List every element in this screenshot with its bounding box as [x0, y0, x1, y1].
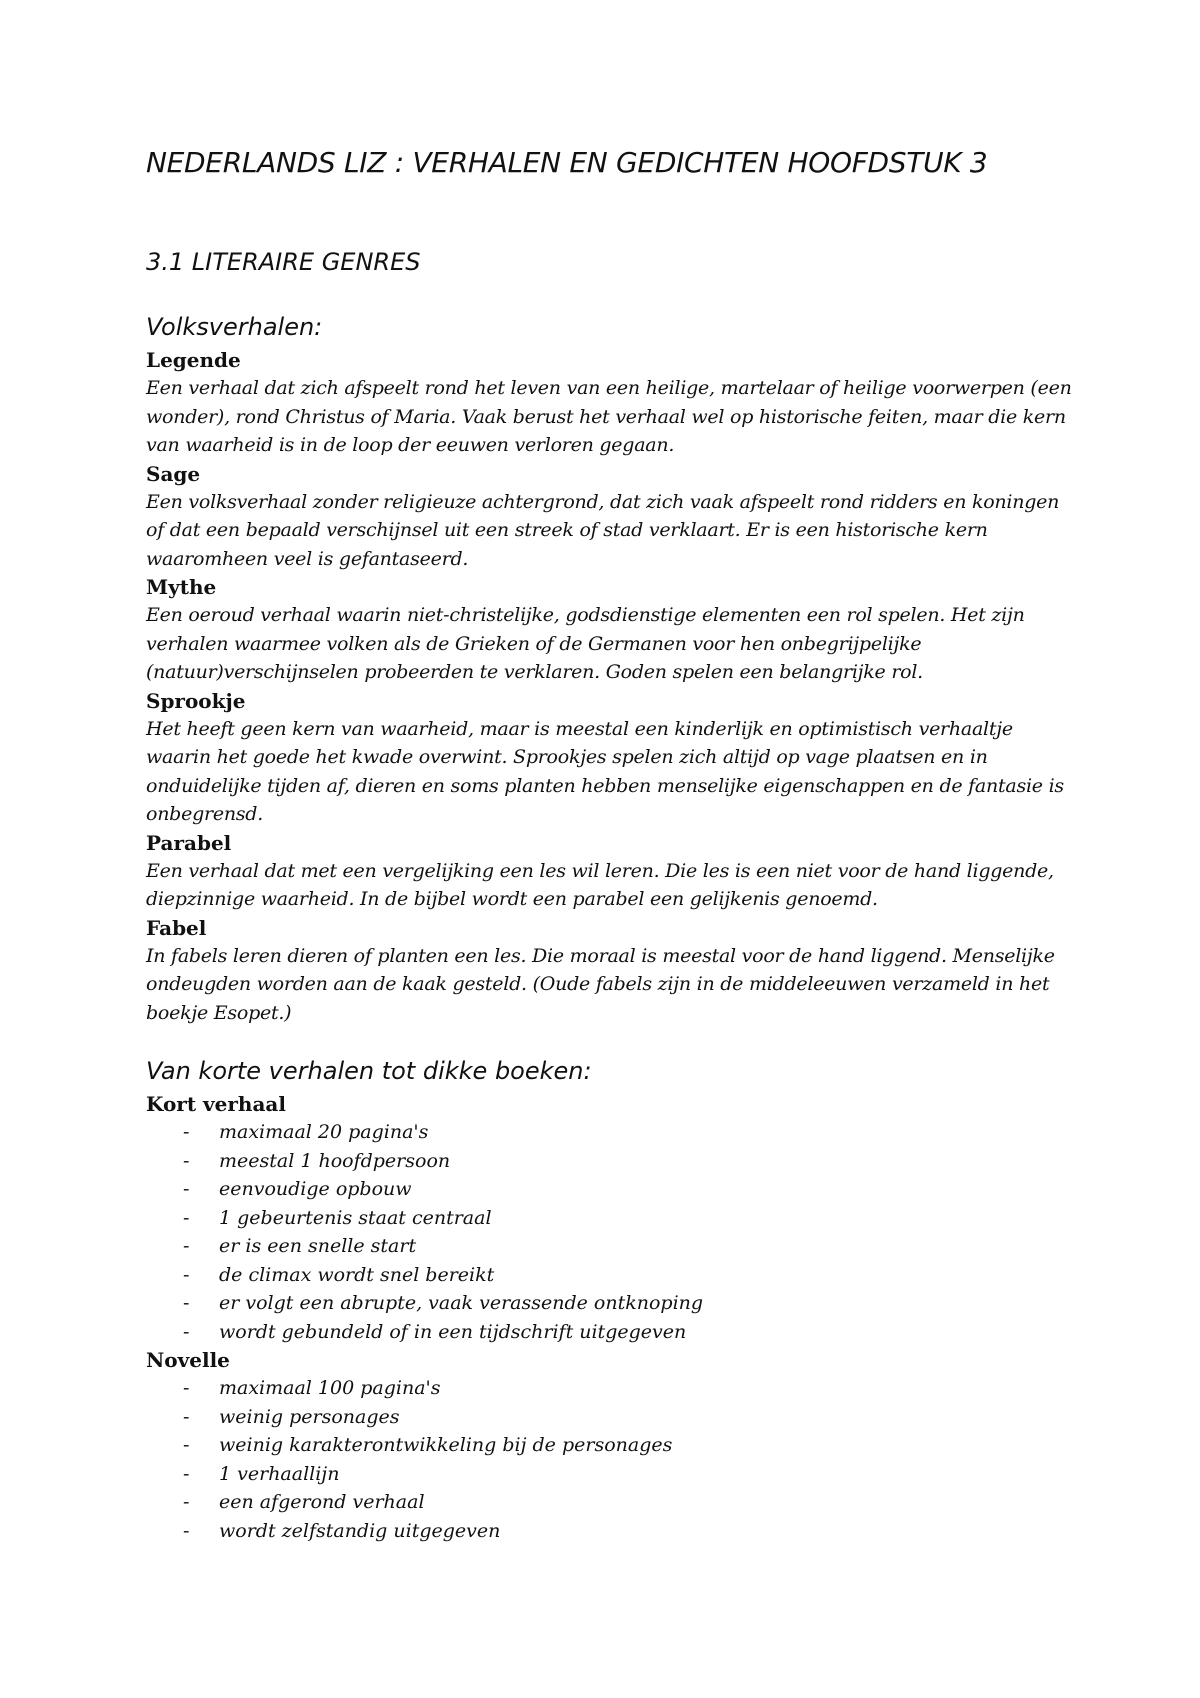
definition-legende: Een verhaal dat zich afspeelt rond het leven van een heilige, martelaar of heilige voorwerpen (een wonder), rond Christus of Maria. Vaak berust het verhaal wel op historische feiten, maar die kern van waarheid is in de loop der eeuwen verloren gegaan.	[146, 377, 1072, 456]
list-item-text: 1 verhaallijn	[219, 1462, 340, 1485]
definition-sage: Een volksverhaal zonder religieuze achtergrond, dat zich vaak afspeelt rond ridders en koningen of dat een bepaald verschijnsel uit een streek of stad verklaart. Er is een historische kern waaromheen veel is gefantaseerd.	[146, 490, 1060, 570]
term-kort-verhaal: Kort verhaal	[146, 1092, 286, 1116]
kort-verhaal-list	[146, 1118, 1076, 1346]
dash-marker: -	[183, 1519, 190, 1542]
term-sage: Sage	[146, 461, 201, 486]
dash-marker: -	[183, 1491, 190, 1513]
list-item	[146, 1175, 1076, 1204]
list-item-text: wordt zelfstandig uitgegeven	[219, 1519, 501, 1542]
list-item-text: maximaal 20 pagina's	[219, 1121, 429, 1143]
list-item	[146, 1204, 1076, 1233]
korte-verhalen-section	[146, 1054, 1076, 1545]
novelle-list	[146, 1374, 1076, 1545]
volksverhalen-section	[146, 310, 1076, 1027]
term-novelle: Novelle	[146, 1348, 230, 1372]
term-legende: Legende	[146, 348, 241, 372]
dash-marker: -	[183, 1235, 190, 1257]
dash-marker: -	[183, 1434, 190, 1456]
dash-marker: -	[183, 1149, 190, 1172]
dash-marker: -	[183, 1320, 190, 1343]
dash-marker: -	[183, 1206, 190, 1229]
definition-sprookje: Het heeft geen kern van waarheid, maar is meestal een kinderlijk en optimistisch verhaaltje waarin het goede het kwade overwint. Sprookjes spelen zich altijd op vage plaatsen en in onduidelijke tijden af, dieren en soms planten hebben menselijke eigenschappen en de fantasie is onbegrensd.	[146, 717, 1064, 825]
list-item	[146, 1517, 1076, 1546]
list-item-text: er is een snelle start	[219, 1235, 417, 1257]
section-title: 3.1 LITERAIRE GENRES	[146, 248, 421, 276]
dash-marker: -	[183, 1377, 190, 1399]
term-mythe: Mythe	[146, 575, 217, 599]
term-fabel: Fabel	[146, 915, 207, 940]
dash-marker: -	[183, 1292, 190, 1314]
term-parabel: Parabel	[146, 830, 232, 855]
list-item	[146, 1374, 1076, 1403]
list-item-text: weinig personages	[219, 1405, 400, 1428]
dash-marker: -	[183, 1178, 190, 1200]
list-item	[146, 1147, 1076, 1176]
definition-fabel: In fabels leren dieren of planten een les. Die moraal is meestal voor de hand liggend. Menselijke ondeugden worden aan de kaak gesteld. (Oude fabels zijn in de middeleeuwen verzameld in het boekje Esopet.)	[146, 944, 1055, 1024]
definition-mythe: Een oeroud verhaal waarin niet-christelijke, godsdienstige elementen een rol spelen. Het zijn verhalen waarmee volken als de Grieken of de Germanen voor hen onbegrijpelijke (natuur)verschijnselen probeerden te verklaren. Goden spelen een belangrijke rol.	[146, 604, 1025, 683]
list-item	[146, 1289, 1076, 1318]
term-sprookje: Sprookje	[146, 688, 246, 713]
dash-marker: -	[183, 1462, 190, 1485]
korte-verhalen-heading: Van korte verhalen tot dikke boeken:	[146, 1057, 592, 1085]
list-item-text: meestal 1 hoofdpersoon	[219, 1149, 451, 1172]
list-item	[146, 1261, 1076, 1290]
list-item	[146, 1232, 1076, 1261]
list-item-text: maximaal 100 pagina's	[219, 1377, 441, 1399]
list-item-text: er volgt een abrupte, vaak verassende ontknoping	[219, 1292, 704, 1314]
list-item-text: weinig karakterontwikkeling bij de personages	[219, 1434, 673, 1456]
list-item	[146, 1403, 1076, 1432]
list-item	[146, 1431, 1076, 1460]
list-item-text: een afgerond verhaal	[219, 1491, 425, 1513]
list-item	[146, 1488, 1076, 1517]
list-item	[146, 1460, 1076, 1489]
document-title: NEDERLANDS LIZ : VERHALEN EN GEDICHTEN HOOFDSTUK 3	[146, 146, 988, 179]
list-item-text: de climax wordt snel bereikt	[219, 1263, 495, 1286]
list-item	[146, 1118, 1076, 1147]
volksverhalen-heading: Volksverhalen:	[146, 313, 323, 341]
list-item-text: 1 gebeurtenis staat centraal	[219, 1206, 492, 1229]
dash-marker: -	[183, 1121, 190, 1143]
list-item-text: eenvoudige opbouw	[219, 1178, 412, 1200]
list-item	[146, 1318, 1076, 1347]
list-item-text: wordt gebundeld of in een tijdschrift uitgegeven	[219, 1320, 687, 1343]
dash-marker: -	[183, 1405, 190, 1428]
dash-marker: -	[183, 1263, 190, 1286]
definition-parabel: Een verhaal dat met een vergelijking een les wil leren. Die les is een niet voor de hand liggende, diepzinnige waarheid. In de bijbel wordt een parabel een gelijkenis genoemd.	[146, 859, 1054, 910]
